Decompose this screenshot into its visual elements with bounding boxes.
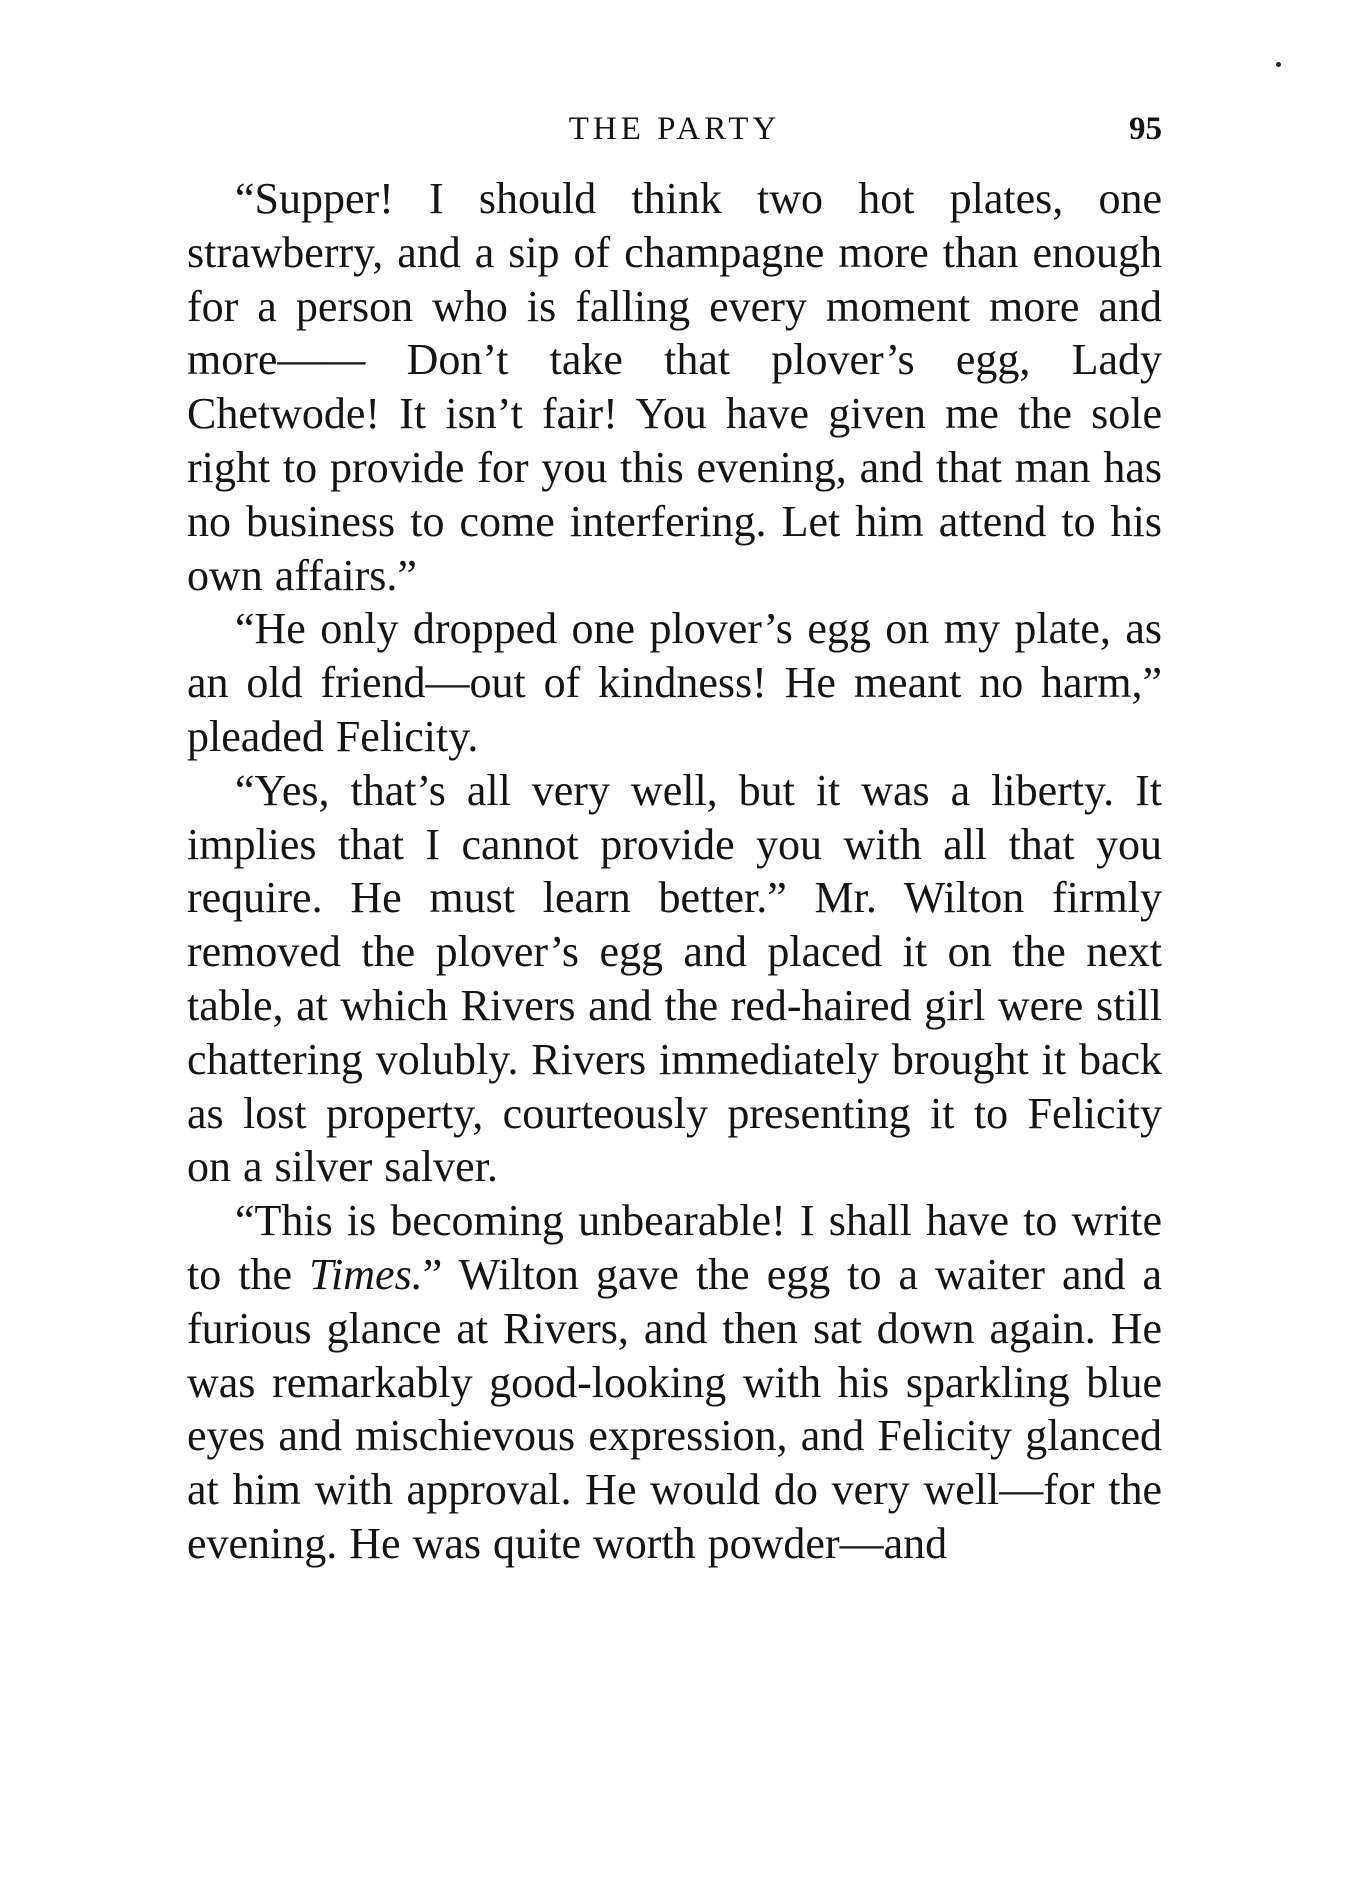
page-number: 95 <box>1129 111 1162 147</box>
paragraph-4 <box>187 1194 1162 1571</box>
paragraph-4-end: ” Wilton gave the egg to a waiter and a furious glance at Rivers, and then sat down again. He was remarkably good-looking with his sparkling blue eyes and mischievous expression, and Felicity glanced at him with approval. He would do very well—for the evening. He was quite worth powder—and <box>187 1249 1163 1568</box>
paragraph-2: “He only dropped one plover’s egg on my plate, as an old friend—out of kindness! He meant no harm,” pleaded Felicity. <box>187 604 1162 761</box>
page-speck <box>1276 62 1281 67</box>
paragraph-1: “Supper! I should think two hot plates, one strawberry, and a sip of champagne more than enough for a person who is falling every moment more and more—— Don’t take that plover’s egg, Lady Chetwode! It isn’t fair! You have given me the sole right to provide for you this evening, and that man has no business to come interfering. Let him attend to his own affairs.” <box>187 174 1162 600</box>
paragraph-4-start: “This is becoming unbearable! I shall have to write to the <box>187 1196 1162 1299</box>
body-text <box>187 172 1162 1571</box>
running-head: THE PARTY <box>568 111 781 147</box>
page-header <box>187 104 1162 154</box>
times-title: Times. <box>309 1249 423 1299</box>
paragraph-3: “Yes, that’s all very well, but it was a liberty. It implies that I cannot provide you with all that you require. He must learn better.” Mr. Wilton firmly removed the plover’s egg and placed it on the next table, at which Rivers and the red-haired girl were still chattering volubly. Rivers immediately brought it back as lost property, courteously presenting it to Felicity on a silver salver. <box>187 765 1162 1192</box>
